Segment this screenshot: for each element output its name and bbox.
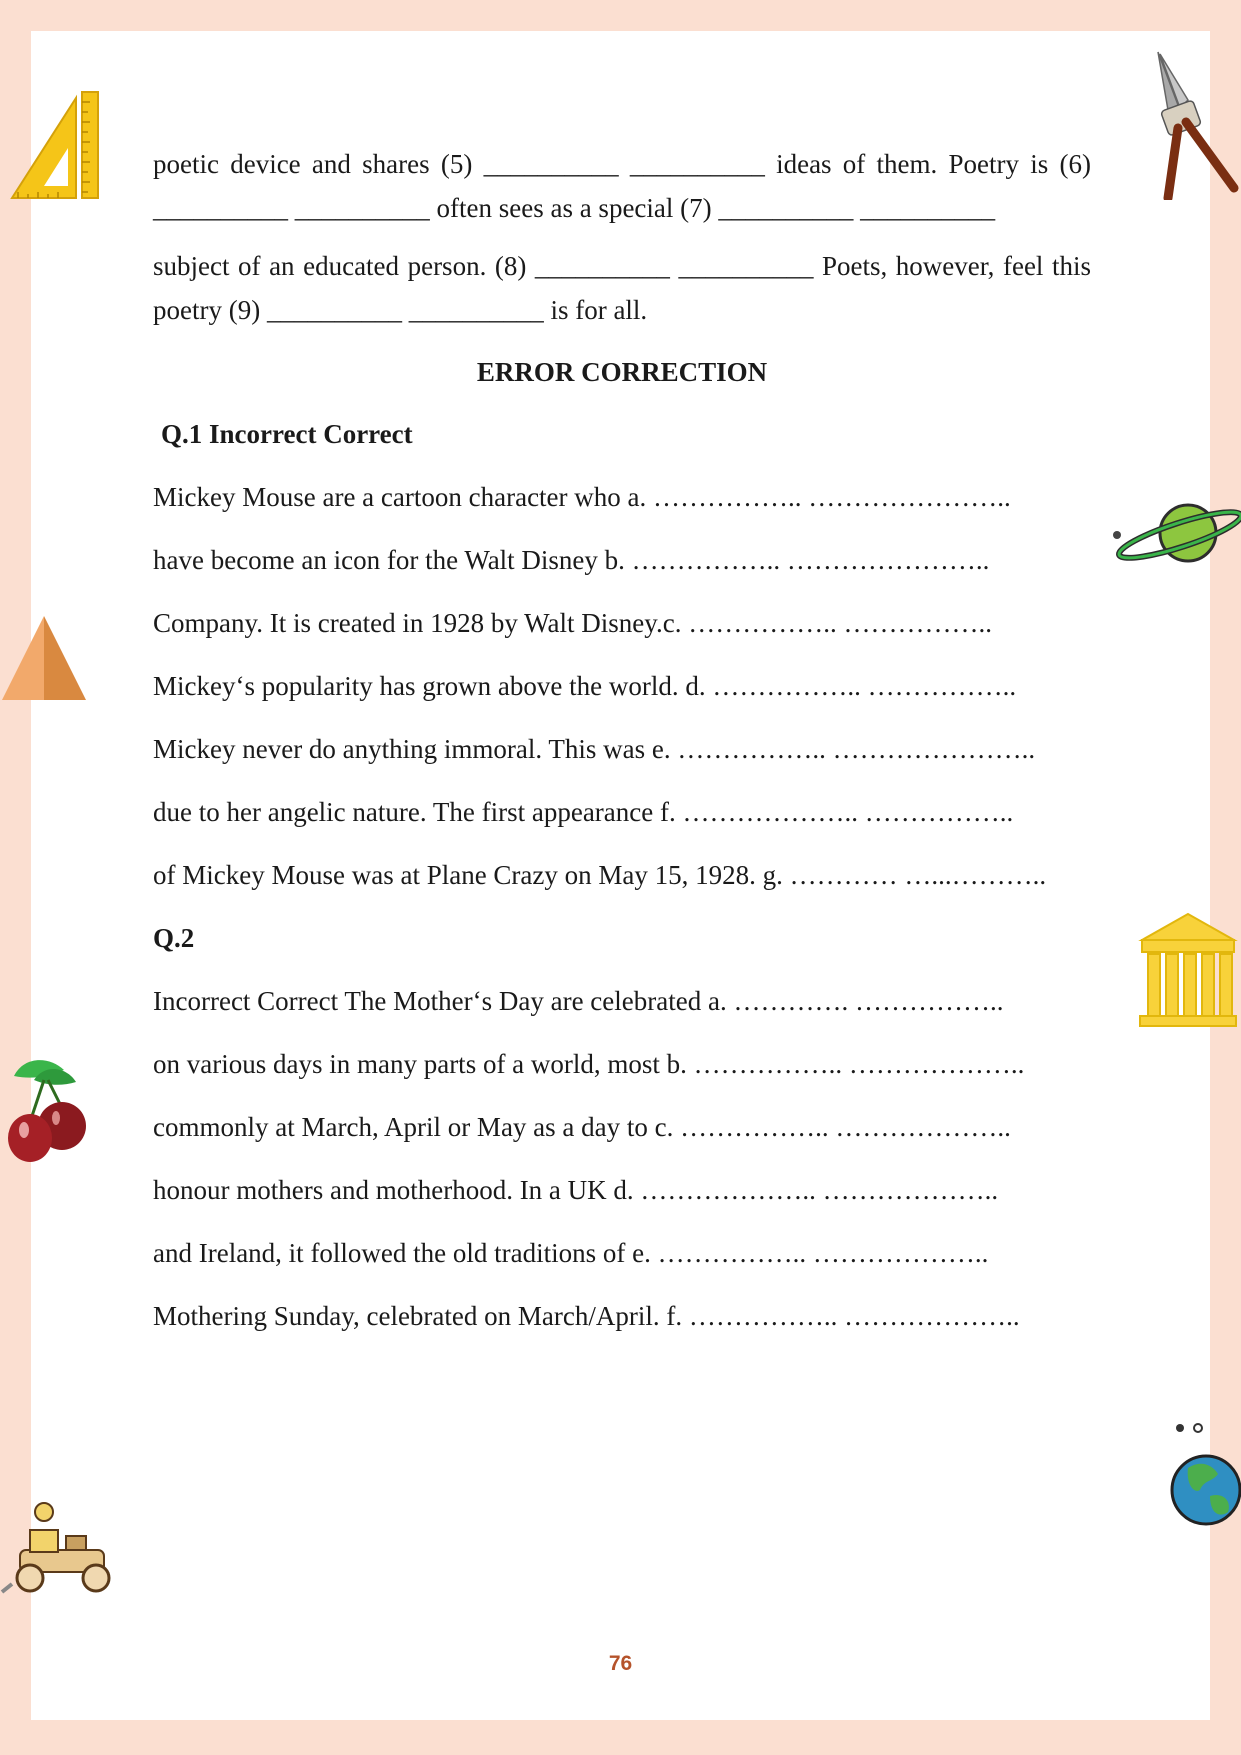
q2-line-d: honour mothers and motherhood. In a UK d. ……………….. ……………….. — [153, 1175, 999, 1205]
q1-line-f: due to her angelic nature. The first appearance f. ……………….. …………….. — [153, 797, 1014, 827]
temple-icon — [1138, 910, 1241, 1030]
toy-car-icon — [0, 1500, 124, 1600]
page-number: 76 — [608, 1652, 633, 1675]
pyramid-icon — [0, 612, 88, 704]
q2-line-e: and Ireland, it followed the old traditions of e. …………….. ……………….. — [153, 1238, 989, 1268]
paragraph-2: subject of an educated person. (8) __________ __________ Poets, however, feel this poetry (9) __________ __________ is for all. — [153, 251, 1091, 325]
pliers-icon — [1150, 50, 1240, 200]
q2-line-c: commonly at March, April or May as a day to c. …………….. ……………….. — [153, 1112, 1011, 1142]
q1-heading: Q.1 Incorrect Correct — [161, 419, 413, 449]
cherries-icon — [4, 1056, 90, 1164]
worksheet-content — [153, 142, 1091, 1357]
section-title: ERROR CORRECTION — [476, 357, 768, 387]
q1-line-e: Mickey never do anything immoral. This was e. …………….. ………………….. — [153, 734, 1036, 764]
q2-line-f: Mothering Sunday, celebrated on March/April. f. …………….. ……………….. — [153, 1301, 1020, 1331]
q2-heading: Q.2 — [153, 923, 195, 953]
q1-line-a: Mickey Mouse are a cartoon character who a. …………….. ………………….. — [153, 482, 1011, 512]
q2-line-a: Incorrect Correct The Mother‘s Day are celebrated a. …………. …………….. — [153, 986, 1004, 1016]
set-square-icon — [4, 88, 102, 203]
globe-icon — [1166, 1420, 1241, 1528]
q1-line-c: Company. It is created in 1928 by Walt Disney.c. …………….. …………….. — [153, 608, 992, 638]
q2-line-b: on various days in many parts of a world, most b. …………….. ……………….. — [153, 1049, 1025, 1079]
planet-icon — [1110, 495, 1241, 570]
q1-line-d: Mickey‘s popularity has grown above the world. d. …………….. …………….. — [153, 671, 1017, 701]
paragraph-1: poetic device and shares (5) __________ __________ ideas of them. Poetry is (6) __________ __________ often sees as a special (7) __________ __________ — [153, 149, 1091, 223]
q1-line-g: of Mickey Mouse was at Plane Crazy on May 15, 1928. g. ………… …...……….. — [153, 860, 1047, 890]
q1-line-b: have become an icon for the Walt Disney b. …………….. ………………….. — [153, 545, 990, 575]
